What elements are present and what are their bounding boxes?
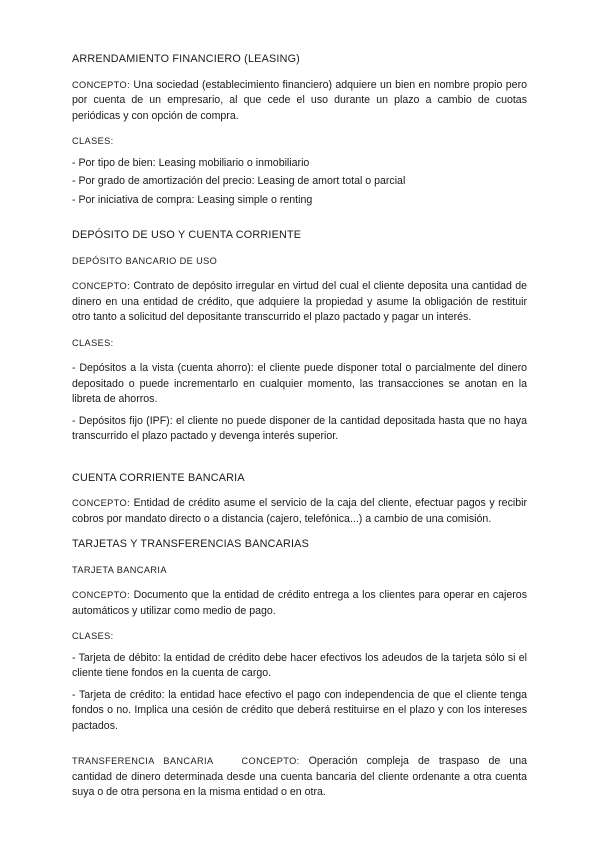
concepto-label: CONCEPTO: — [241, 756, 300, 766]
tarjeta-clase-1: - Tarjeta de débito: la entidad de crédito debe hacer efectivos los adeudos de la tarjeta sólo si el cliente tiene fondos en la cuenta de cargo. — [72, 651, 527, 679]
section-title-deposito: DEPÓSITO DE USO Y CUENTA CORRIENTE — [72, 229, 302, 241]
deposito-clase-2: - Depósitos fijo (IPF): el cliente no puede disponer de la cantidad depositada hasta que no haya transcurrido el plazo pactado y devenga interés superior. — [72, 414, 527, 442]
leasing-clase-3: - Por iniciativa de compra: Leasing simple o renting — [72, 193, 313, 206]
concepto-text: Contrato de depósito irregular en virtud del cual el cliente deposita una cantidad de dinero en una entidad de crédito, que adquiere la propiedad y asume la obligación de restituir otro tanto a solicitud del depositante transcurrido el plazo pactado y pagar un interés. — [72, 280, 527, 323]
concepto-label: CONCEPTO: — [72, 498, 131, 508]
concepto-text: Entidad de crédito asume el servicio de la caja del cliente, efectuar pagos y recibir cobros por mandato directo o a distancia (cajero, telefónica...) a cambio de una comisión. — [72, 497, 527, 525]
transferencia-concepto — [72, 754, 527, 801]
clases-label: CLASES: — [72, 631, 114, 641]
clases-label: CLASES: — [72, 337, 114, 348]
deposito-concepto — [72, 279, 527, 326]
concepto-text: Documento que la entidad de crédito entrega a los clientes para operar en cajeros automáticos y utilizar como medio de pago. — [72, 589, 527, 617]
section-title-cuenta-corriente: CUENTA CORRIENTE BANCARIA — [72, 471, 245, 484]
clases-label: CLASES: — [72, 136, 114, 146]
document-page — [72, 52, 527, 801]
transferencia-label: TRANSFERENCIA BANCARIA — [72, 756, 214, 766]
subtitle-deposito-bancario: DEPÓSITO BANCARIO DE USO — [72, 255, 218, 266]
concepto-text: Operación compleja de traspaso de una cantidad de dinero determinada desde una cuenta bancaria del cliente ordenante a otra cuenta suya o de otra persona en la misma entidad o en otra. — [72, 755, 528, 798]
deposito-clase-1: - Depósitos a la vista (cuenta ahorro): el cliente puede disponer total o parcialmente del dinero depositado o puede incrementarlo en cualquier momento, las transacciones se anotan en la libreta de ahorros. — [72, 362, 527, 405]
subtitle-tarjeta-bancaria: TARJETA BANCARIA — [72, 564, 167, 575]
leasing-concepto — [72, 78, 527, 125]
concepto-label: CONCEPTO: — [72, 281, 131, 291]
section-title-leasing: ARRENDAMIENTO FINANCIERO (LEASING) — [72, 53, 300, 65]
cuenta-corriente-concepto — [72, 496, 527, 527]
concepto-text: Una sociedad (establecimiento financiero) adquiere un bien en nombre propio pero por cuenta de un empresario, al que cede el uso durante un plazo a cambio de cuotas periódicas y con opción de compra. — [72, 78, 527, 122]
section-title-tarjetas: TARJETAS Y TRANSFERENCIAS BANCARIAS — [72, 538, 309, 550]
leasing-clase-1: - Por tipo de bien: Leasing mobiliario o inmobiliario — [72, 156, 310, 169]
concepto-label: CONCEPTO: — [72, 590, 131, 600]
concepto-label: CONCEPTO: — [72, 79, 131, 90]
tarjeta-concepto — [72, 588, 527, 619]
tarjeta-clase-2: - Tarjeta de crédito: la entidad hace efectivo el pago con independencia de que el cliente tenga fondos o no. Implica una cesión de crédito que deberá restituirse en el plazo y con los intereses pactados. — [72, 688, 527, 732]
leasing-clase-2: - Por grado de amortización del precio: Leasing de amort total o parcial — [72, 175, 406, 187]
